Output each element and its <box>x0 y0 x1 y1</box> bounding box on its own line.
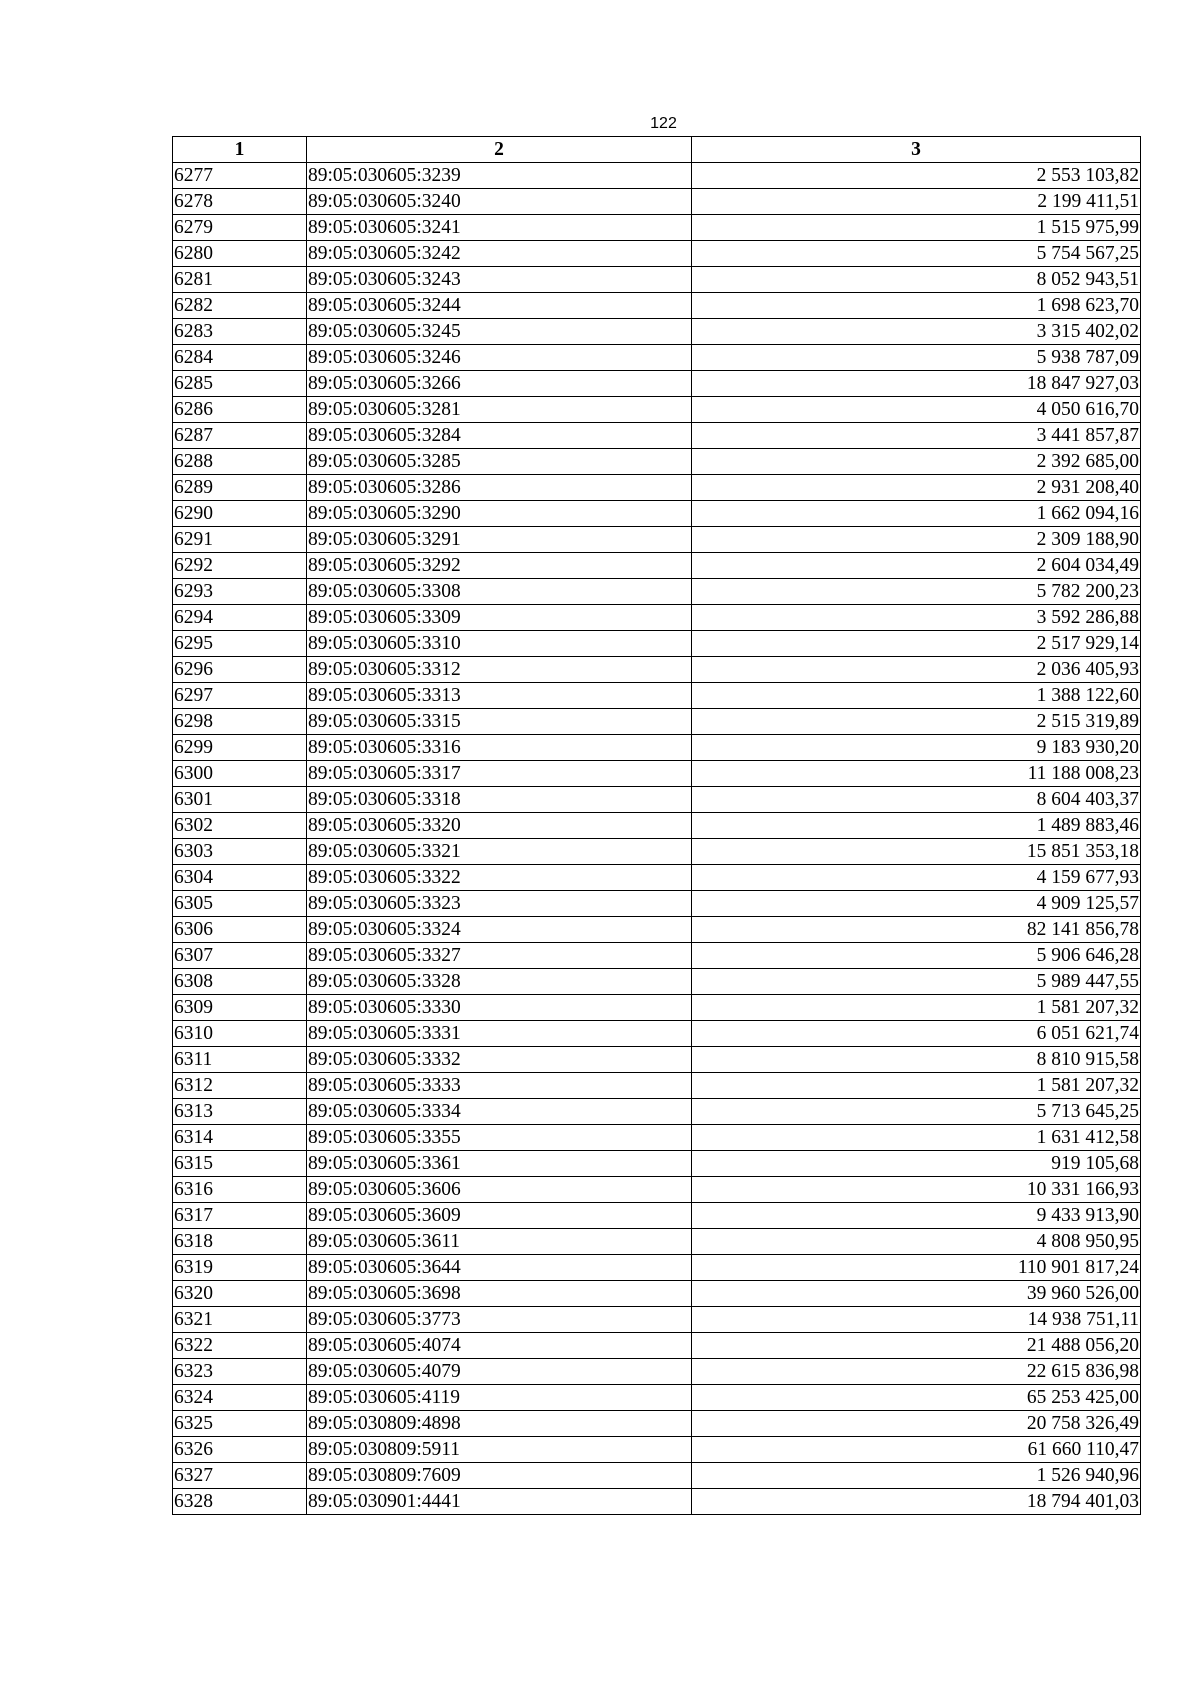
table-row <box>173 215 1141 241</box>
cadastral-number-cell: 89:05:030605:3644 <box>307 1255 692 1281</box>
cadastral-number-cell: 89:05:030605:3281 <box>307 397 692 423</box>
row-number-cell: 6327 <box>173 1463 307 1489</box>
value-cell: 18 794 401,03 <box>692 1489 1141 1515</box>
value-cell: 22 615 836,98 <box>692 1359 1141 1385</box>
value-cell: 8 052 943,51 <box>692 267 1141 293</box>
cadastral-number-cell: 89:05:030605:3331 <box>307 1021 692 1047</box>
table-row <box>173 267 1141 293</box>
cadastral-number-cell: 89:05:030605:4119 <box>307 1385 692 1411</box>
cadastral-number-cell: 89:05:030605:3332 <box>307 1047 692 1073</box>
data-table <box>172 136 1141 1515</box>
table-row <box>173 1177 1141 1203</box>
cadastral-number-cell: 89:05:030605:3322 <box>307 865 692 891</box>
cadastral-number-cell: 89:05:030605:3334 <box>307 1099 692 1125</box>
value-cell: 1 489 883,46 <box>692 813 1141 839</box>
table-row <box>173 1125 1141 1151</box>
table-row <box>173 527 1141 553</box>
row-number-cell: 6278 <box>173 189 307 215</box>
cadastral-number-cell: 89:05:030605:3323 <box>307 891 692 917</box>
value-cell: 5 754 567,25 <box>692 241 1141 267</box>
row-number-cell: 6317 <box>173 1203 307 1229</box>
value-cell: 1 662 094,16 <box>692 501 1141 527</box>
value-cell: 5 906 646,28 <box>692 943 1141 969</box>
cadastral-number-cell: 89:05:030809:4898 <box>307 1411 692 1437</box>
value-cell: 1 388 122,60 <box>692 683 1141 709</box>
value-cell: 110 901 817,24 <box>692 1255 1141 1281</box>
value-cell: 2 515 319,89 <box>692 709 1141 735</box>
value-cell: 1 631 412,58 <box>692 1125 1141 1151</box>
row-number-cell: 6299 <box>173 735 307 761</box>
table-row <box>173 735 1141 761</box>
row-number-cell: 6311 <box>173 1047 307 1073</box>
table-row <box>173 397 1141 423</box>
page-number: 122 <box>650 115 677 132</box>
table-row <box>173 709 1141 735</box>
value-cell: 2 309 188,90 <box>692 527 1141 553</box>
table-row <box>173 1333 1141 1359</box>
value-cell: 4 909 125,57 <box>692 891 1141 917</box>
table-row <box>173 943 1141 969</box>
value-cell: 4 050 616,70 <box>692 397 1141 423</box>
table-row <box>173 241 1141 267</box>
row-number-cell: 6315 <box>173 1151 307 1177</box>
row-number-cell: 6325 <box>173 1411 307 1437</box>
cadastral-number-cell: 89:05:030605:3327 <box>307 943 692 969</box>
cadastral-number-cell: 89:05:030605:3310 <box>307 631 692 657</box>
row-number-cell: 6279 <box>173 215 307 241</box>
table-row <box>173 1411 1141 1437</box>
cadastral-number-cell: 89:05:030605:3698 <box>307 1281 692 1307</box>
table-row <box>173 1489 1141 1515</box>
value-cell: 18 847 927,03 <box>692 371 1141 397</box>
value-cell: 39 960 526,00 <box>692 1281 1141 1307</box>
row-number-cell: 6296 <box>173 657 307 683</box>
row-number-cell: 6291 <box>173 527 307 553</box>
value-cell: 82 141 856,78 <box>692 917 1141 943</box>
table-row <box>173 1151 1141 1177</box>
cadastral-number-cell: 89:05:030605:3355 <box>307 1125 692 1151</box>
table-row <box>173 865 1141 891</box>
cadastral-number-cell: 89:05:030605:3244 <box>307 293 692 319</box>
table-row <box>173 1203 1141 1229</box>
row-number-cell: 6305 <box>173 891 307 917</box>
table-row <box>173 449 1141 475</box>
table-row <box>173 1385 1141 1411</box>
row-number-cell: 6322 <box>173 1333 307 1359</box>
row-number-cell: 6320 <box>173 1281 307 1307</box>
cadastral-number-cell: 89:05:030809:7609 <box>307 1463 692 1489</box>
row-number-cell: 6290 <box>173 501 307 527</box>
cadastral-number-cell: 89:05:030605:3609 <box>307 1203 692 1229</box>
cadastral-number-cell: 89:05:030605:3291 <box>307 527 692 553</box>
value-cell: 61 660 110,47 <box>692 1437 1141 1463</box>
value-cell: 919 105,68 <box>692 1151 1141 1177</box>
row-number-cell: 6324 <box>173 1385 307 1411</box>
cadastral-number-cell: 89:05:030605:3315 <box>307 709 692 735</box>
value-cell: 5 938 787,09 <box>692 345 1141 371</box>
row-number-cell: 6308 <box>173 969 307 995</box>
table-row <box>173 787 1141 813</box>
table-row <box>173 1281 1141 1307</box>
value-cell: 5 782 200,23 <box>692 579 1141 605</box>
row-number-cell: 6303 <box>173 839 307 865</box>
row-number-cell: 6287 <box>173 423 307 449</box>
table-row <box>173 293 1141 319</box>
table-row <box>173 605 1141 631</box>
value-cell: 15 851 353,18 <box>692 839 1141 865</box>
row-number-cell: 6297 <box>173 683 307 709</box>
table-row <box>173 371 1141 397</box>
table-row <box>173 813 1141 839</box>
column-header-3: 3 <box>692 137 1141 163</box>
table-row <box>173 579 1141 605</box>
row-number-cell: 6286 <box>173 397 307 423</box>
value-cell: 65 253 425,00 <box>692 1385 1141 1411</box>
cadastral-number-cell: 89:05:030605:3246 <box>307 345 692 371</box>
row-number-cell: 6282 <box>173 293 307 319</box>
table-row <box>173 1307 1141 1333</box>
table-row <box>173 891 1141 917</box>
table-row <box>173 1255 1141 1281</box>
row-number-cell: 6328 <box>173 1489 307 1515</box>
cadastral-number-cell: 89:05:030605:3245 <box>307 319 692 345</box>
cadastral-number-cell: 89:05:030605:3242 <box>307 241 692 267</box>
row-number-cell: 6316 <box>173 1177 307 1203</box>
row-number-cell: 6289 <box>173 475 307 501</box>
cadastral-number-cell: 89:05:030605:3292 <box>307 553 692 579</box>
cadastral-number-cell: 89:05:030605:3773 <box>307 1307 692 1333</box>
table-row <box>173 631 1141 657</box>
row-number-cell: 6313 <box>173 1099 307 1125</box>
row-number-cell: 6321 <box>173 1307 307 1333</box>
row-number-cell: 6304 <box>173 865 307 891</box>
row-number-cell: 6310 <box>173 1021 307 1047</box>
table-row <box>173 969 1141 995</box>
row-number-cell: 6295 <box>173 631 307 657</box>
value-cell: 11 188 008,23 <box>692 761 1141 787</box>
table-row <box>173 1437 1141 1463</box>
cadastral-number-cell: 89:05:030605:3606 <box>307 1177 692 1203</box>
cadastral-number-cell: 89:05:030605:4074 <box>307 1333 692 1359</box>
cadastral-number-cell: 89:05:030809:5911 <box>307 1437 692 1463</box>
table-row <box>173 501 1141 527</box>
value-cell: 3 441 857,87 <box>692 423 1141 449</box>
value-cell: 3 315 402,02 <box>692 319 1141 345</box>
value-cell: 1 581 207,32 <box>692 995 1141 1021</box>
value-cell: 14 938 751,11 <box>692 1307 1141 1333</box>
table-row <box>173 1229 1141 1255</box>
row-number-cell: 6314 <box>173 1125 307 1151</box>
value-cell: 3 592 286,88 <box>692 605 1141 631</box>
value-cell: 6 051 621,74 <box>692 1021 1141 1047</box>
row-number-cell: 6280 <box>173 241 307 267</box>
row-number-cell: 6302 <box>173 813 307 839</box>
row-number-cell: 6309 <box>173 995 307 1021</box>
cadastral-number-cell: 89:05:030605:3320 <box>307 813 692 839</box>
cadastral-number-cell: 89:05:030605:4079 <box>307 1359 692 1385</box>
value-cell: 4 159 677,93 <box>692 865 1141 891</box>
cadastral-number-cell: 89:05:030605:3611 <box>307 1229 692 1255</box>
table-row <box>173 1099 1141 1125</box>
cadastral-number-cell: 89:05:030605:3317 <box>307 761 692 787</box>
value-cell: 1 515 975,99 <box>692 215 1141 241</box>
row-number-cell: 6319 <box>173 1255 307 1281</box>
table-row <box>173 657 1141 683</box>
cadastral-number-cell: 89:05:030901:4441 <box>307 1489 692 1515</box>
row-number-cell: 6285 <box>173 371 307 397</box>
cadastral-number-cell: 89:05:030605:3309 <box>307 605 692 631</box>
value-cell: 9 433 913,90 <box>692 1203 1141 1229</box>
table-row <box>173 1073 1141 1099</box>
row-number-cell: 6294 <box>173 605 307 631</box>
row-number-cell: 6281 <box>173 267 307 293</box>
value-cell: 20 758 326,49 <box>692 1411 1141 1437</box>
table-row <box>173 995 1141 1021</box>
cadastral-number-cell: 89:05:030605:3313 <box>307 683 692 709</box>
row-number-cell: 6283 <box>173 319 307 345</box>
row-number-cell: 6298 <box>173 709 307 735</box>
row-number-cell: 6284 <box>173 345 307 371</box>
row-number-cell: 6307 <box>173 943 307 969</box>
row-number-cell: 6318 <box>173 1229 307 1255</box>
row-number-cell: 6300 <box>173 761 307 787</box>
cadastral-number-cell: 89:05:030605:3312 <box>307 657 692 683</box>
column-header-1: 1 <box>173 137 307 163</box>
cadastral-number-cell: 89:05:030605:3328 <box>307 969 692 995</box>
cadastral-number-cell: 89:05:030605:3321 <box>307 839 692 865</box>
table-row <box>173 683 1141 709</box>
value-cell: 2 517 929,14 <box>692 631 1141 657</box>
table-row <box>173 553 1141 579</box>
value-cell: 2 199 411,51 <box>692 189 1141 215</box>
cadastral-number-cell: 89:05:030605:3330 <box>307 995 692 1021</box>
value-cell: 2 931 208,40 <box>692 475 1141 501</box>
row-number-cell: 6293 <box>173 579 307 605</box>
table-row <box>173 163 1141 189</box>
row-number-cell: 6306 <box>173 917 307 943</box>
cadastral-number-cell: 89:05:030605:3266 <box>307 371 692 397</box>
table-row <box>173 475 1141 501</box>
cadastral-number-cell: 89:05:030605:3316 <box>307 735 692 761</box>
value-cell: 10 331 166,93 <box>692 1177 1141 1203</box>
row-number-cell: 6312 <box>173 1073 307 1099</box>
value-cell: 5 989 447,55 <box>692 969 1141 995</box>
table-row <box>173 423 1141 449</box>
table-row <box>173 345 1141 371</box>
cadastral-number-cell: 89:05:030605:3324 <box>307 917 692 943</box>
table-body <box>173 163 1141 1515</box>
value-cell: 2 036 405,93 <box>692 657 1141 683</box>
cadastral-number-cell: 89:05:030605:3239 <box>307 163 692 189</box>
value-cell: 8 810 915,58 <box>692 1047 1141 1073</box>
value-cell: 1 526 940,96 <box>692 1463 1141 1489</box>
table-row <box>173 319 1141 345</box>
cadastral-number-cell: 89:05:030605:3240 <box>307 189 692 215</box>
table-row <box>173 1047 1141 1073</box>
cadastral-number-cell: 89:05:030605:3361 <box>307 1151 692 1177</box>
row-number-cell: 6323 <box>173 1359 307 1385</box>
value-cell: 9 183 930,20 <box>692 735 1141 761</box>
cadastral-number-cell: 89:05:030605:3243 <box>307 267 692 293</box>
value-cell: 2 392 685,00 <box>692 449 1141 475</box>
cadastral-number-cell: 89:05:030605:3333 <box>307 1073 692 1099</box>
table-header-row <box>173 137 1141 163</box>
cadastral-number-cell: 89:05:030605:3308 <box>307 579 692 605</box>
table-row <box>173 189 1141 215</box>
column-header-2: 2 <box>307 137 692 163</box>
table-row <box>173 839 1141 865</box>
value-cell: 5 713 645,25 <box>692 1099 1141 1125</box>
value-cell: 21 488 056,20 <box>692 1333 1141 1359</box>
table-row <box>173 1463 1141 1489</box>
table-row <box>173 761 1141 787</box>
table-row <box>173 1359 1141 1385</box>
value-cell: 4 808 950,95 <box>692 1229 1141 1255</box>
value-cell: 1 698 623,70 <box>692 293 1141 319</box>
row-number-cell: 6288 <box>173 449 307 475</box>
value-cell: 2 553 103,82 <box>692 163 1141 189</box>
cadastral-number-cell: 89:05:030605:3284 <box>307 423 692 449</box>
value-cell: 1 581 207,32 <box>692 1073 1141 1099</box>
table-row <box>173 917 1141 943</box>
row-number-cell: 6326 <box>173 1437 307 1463</box>
row-number-cell: 6301 <box>173 787 307 813</box>
cadastral-number-cell: 89:05:030605:3286 <box>307 475 692 501</box>
row-number-cell: 6292 <box>173 553 307 579</box>
cadastral-number-cell: 89:05:030605:3290 <box>307 501 692 527</box>
row-number-cell: 6277 <box>173 163 307 189</box>
table-row <box>173 1021 1141 1047</box>
cadastral-number-cell: 89:05:030605:3285 <box>307 449 692 475</box>
value-cell: 2 604 034,49 <box>692 553 1141 579</box>
value-cell: 8 604 403,37 <box>692 787 1141 813</box>
cadastral-number-cell: 89:05:030605:3318 <box>307 787 692 813</box>
cadastral-number-cell: 89:05:030605:3241 <box>307 215 692 241</box>
